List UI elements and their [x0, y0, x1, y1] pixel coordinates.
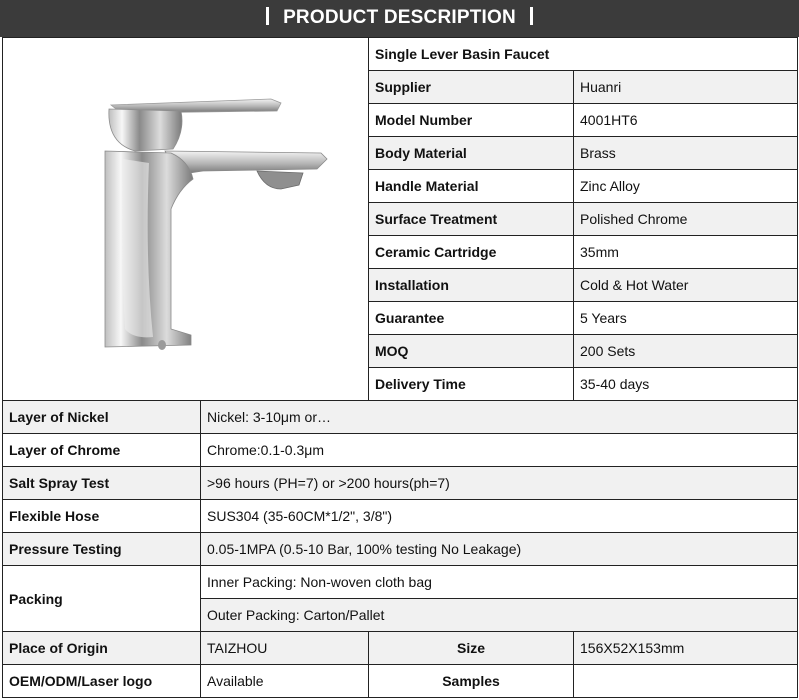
spec-label-guarantee: Guarantee — [369, 302, 574, 335]
detail-value-flexible-hose: SUS304 (35-60CM*1/2", 3/8") — [201, 500, 798, 533]
title-bar-right — [530, 7, 533, 25]
spec-value-surface-treatment: Polished Chrome — [574, 203, 798, 236]
detail-value-chrome: Chrome:0.1-0.3μm — [201, 434, 798, 467]
spec-label-model-number: Model Number — [369, 104, 574, 137]
packing-outer: Outer Packing: Carton/Pallet — [201, 599, 798, 632]
spec-label-supplier: Supplier — [369, 71, 574, 104]
product-image-cell — [3, 38, 369, 401]
origin-value: TAIZHOU — [201, 632, 369, 665]
section-header — [0, 0, 799, 37]
oem-value: Available — [201, 665, 369, 698]
spec-value-handle-material: Zinc Alloy — [574, 170, 798, 203]
spec-label-handle-material: Handle Material — [369, 170, 574, 203]
spec-value-ceramic-cartridge: 35mm — [574, 236, 798, 269]
detail-label-salt-spray: Salt Spray Test — [3, 467, 201, 500]
detail-value-pressure-testing: 0.05-1MPA (0.5-10 Bar, 100% testing No Leakage) — [201, 533, 798, 566]
page-title: PRODUCT DESCRIPTION — [283, 7, 516, 28]
spec-value-installation: Cold & Hot Water — [574, 269, 798, 302]
origin-label: Place of Origin — [3, 632, 201, 665]
spec-table — [2, 37, 798, 698]
detail-value-nickel: Nickel: 3-10μm or… — [201, 401, 798, 434]
header-title-wrap — [0, 7, 799, 29]
product-name: Single Lever Basin Faucet — [369, 38, 798, 71]
detail-label-nickel: Layer of Nickel — [3, 401, 201, 434]
spec-value-supplier: Huanri — [574, 71, 798, 104]
size-value: 156X52X153mm — [574, 632, 798, 665]
spec-value-delivery-time: 35-40 days — [574, 368, 798, 401]
spec-label-installation: Installation — [369, 269, 574, 302]
detail-label-pressure-testing: Pressure Testing — [3, 533, 201, 566]
spec-label-ceramic-cartridge: Ceramic Cartridge — [369, 236, 574, 269]
samples-value — [574, 665, 798, 698]
detail-label-chrome: Layer of Chrome — [3, 434, 201, 467]
spec-label-moq: MOQ — [369, 335, 574, 368]
packing-inner: Inner Packing: Non-woven cloth bag — [201, 566, 798, 599]
title-bar-left — [266, 7, 269, 25]
spec-value-body-material: Brass — [574, 137, 798, 170]
spec-label-body-material: Body Material — [369, 137, 574, 170]
spec-label-surface-treatment: Surface Treatment — [369, 203, 574, 236]
samples-label: Samples — [369, 665, 574, 698]
spec-value-moq: 200 Sets — [574, 335, 798, 368]
size-label: Size — [369, 632, 574, 665]
spec-value-guarantee: 5 Years — [574, 302, 798, 335]
faucet-image — [3, 39, 368, 399]
detail-value-salt-spray: >96 hours (PH=7) or >200 hours(ph=7) — [201, 467, 798, 500]
spec-value-model-number: 4001HT6 — [574, 104, 798, 137]
spec-label-delivery-time: Delivery Time — [369, 368, 574, 401]
oem-label: OEM/ODM/Laser logo — [3, 665, 201, 698]
packing-label: Packing — [3, 566, 201, 632]
detail-label-flexible-hose: Flexible Hose — [3, 500, 201, 533]
